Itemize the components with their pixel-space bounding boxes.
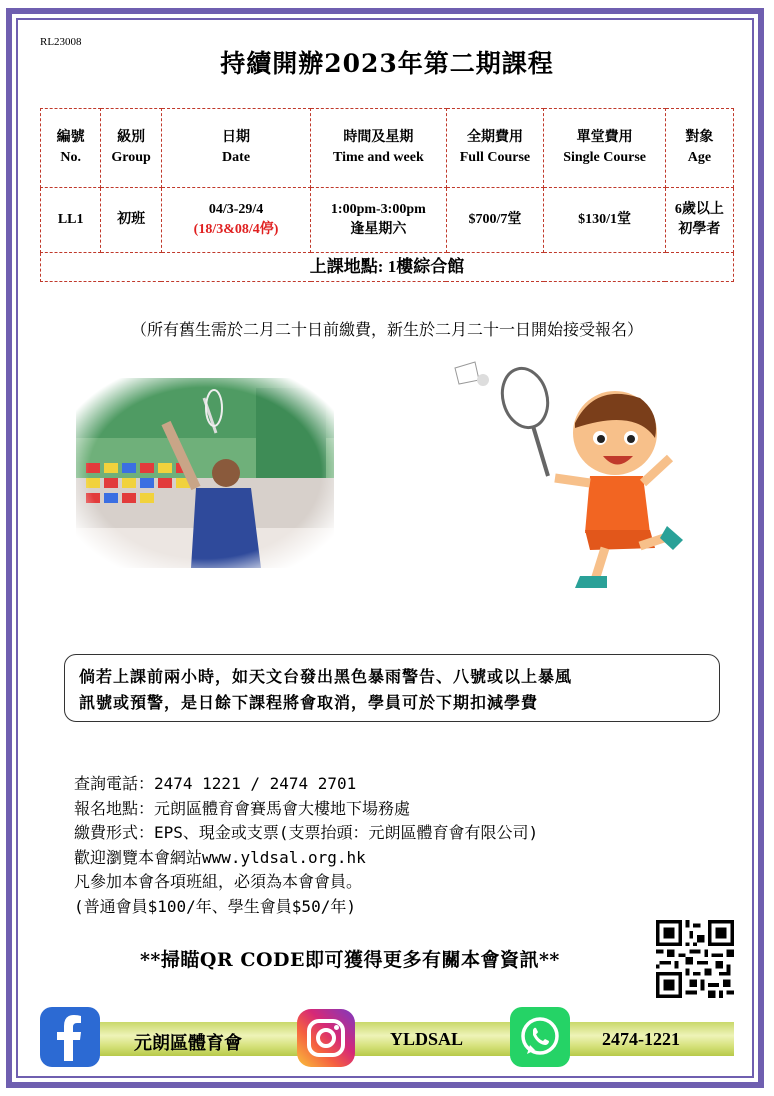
header-single-course: 單堂費用 Single Course (544, 109, 665, 188)
footer-facebook-name: 元朗區體育會 (134, 1033, 242, 1053)
header-group: 級別 Group (101, 109, 162, 188)
registration-notice: （所有舊生需於二月二十日前繳費，新生於二月二十一日開始接受報名） (130, 320, 643, 339)
header-age: 對象 Age (665, 109, 733, 188)
contact-info (74, 772, 538, 919)
instagram-icon[interactable] (297, 1009, 355, 1067)
kid-badminton-illustration (445, 358, 695, 593)
cell-full-fee: $700/7堂 (446, 188, 544, 253)
document-code: RL23008 (40, 36, 82, 48)
info-membership: 凡參加本會各項班組，必須為本會會員。 (74, 872, 363, 891)
info-website: 歡迎瀏覽本會網站www.yldsal.org.hk (74, 847, 366, 867)
qr-code[interactable] (656, 920, 734, 998)
header-date: 日期 Date (161, 109, 310, 188)
info-fees: (普通會員$100/年、學生會員$50/年) (74, 896, 356, 916)
cell-date: 04/3-29/4 (18/3&08/4停) (161, 188, 310, 253)
warning-line-1: 倘若上課前兩小時，如天文台發出黑色暴雨警告、八號或以上暴風 (79, 667, 573, 686)
cell-single-fee: $130/1堂 (544, 188, 665, 253)
whatsapp-icon[interactable] (510, 1007, 570, 1067)
qr-note: **掃瞄QR CODE即可獲得更多有關本會資訊** (140, 949, 560, 971)
footer-whatsapp-number: 2474-1221 (602, 1029, 680, 1049)
footer-instagram-name: YLDSAL (390, 1029, 464, 1049)
info-address: 報名地點：元朗區體育會賽馬會大樓地下場務處 (74, 798, 411, 818)
header-no: 編號 No. (41, 109, 101, 188)
badminton-photo (76, 378, 334, 568)
venue-row (41, 253, 734, 282)
info-payment: 繳費形式：EPS、現金或支票(支票抬頭：元朗區體育會有限公司) (74, 823, 539, 842)
weather-warning-box (64, 654, 720, 722)
course-table (40, 108, 734, 282)
header-full-course: 全期費用 Full Course (446, 109, 544, 188)
date-suspension-note: (18/3&08/4停) (193, 222, 279, 237)
cell-no: LL1 (41, 188, 101, 253)
warning-line-2: 訊號或預警，是日餘下課程將會取消，學員可於下期扣減學費 (79, 693, 539, 712)
venue-text: 上課地點: 1樓綜合館 (41, 253, 734, 282)
cell-age: 6歲以上 初學者 (665, 188, 733, 253)
info-phone: 查詢電話：2474 1221 / 2474 2701 (74, 774, 357, 793)
table-header-row (41, 109, 734, 188)
table-row (41, 188, 734, 253)
header-time: 時間及星期 Time and week (311, 109, 446, 188)
cell-time: 1:00pm-3:00pm 逢星期六 (311, 188, 446, 253)
facebook-icon[interactable] (40, 1007, 100, 1067)
page-title: 持續開辦2023年第二期課程 (220, 49, 554, 78)
cell-group: 初班 (101, 188, 162, 253)
